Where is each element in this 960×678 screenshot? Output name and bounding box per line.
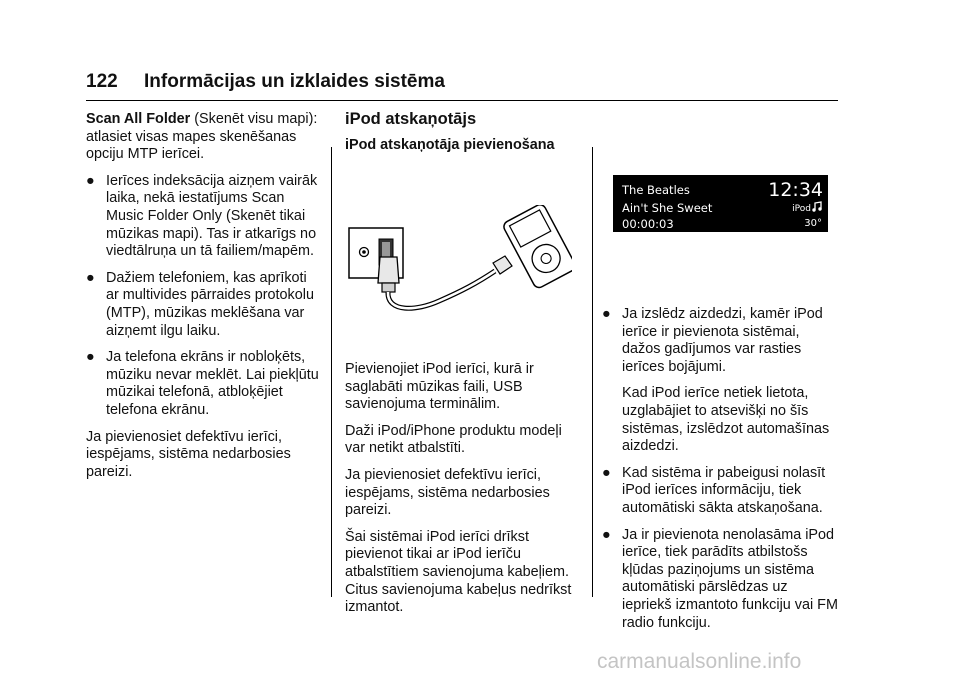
ipod-device-icon xyxy=(502,205,572,290)
bullet-icon: ● xyxy=(86,349,95,366)
bullet-icon: ● xyxy=(86,172,95,189)
song-title: Ain't She Sweet xyxy=(622,201,713,215)
paragraph: Daži iPod/iPhone produktu modeļi var netikt atbalstīti. xyxy=(345,422,562,457)
paragraph: Pievienojiet iPod ierīci, kurā ir saglabāti mūzikas faili, USB savienojuma terminālim. xyxy=(345,361,534,413)
bullet-icon: ● xyxy=(602,526,611,543)
page-number: 122 xyxy=(86,71,118,92)
list-item xyxy=(86,349,322,419)
column-1 xyxy=(86,111,322,490)
ipod-display-screen xyxy=(613,175,828,232)
list-item xyxy=(602,465,840,518)
bullet-text: Ja telefona ekrāns ir nobloķēts, mūziku nevar meklēt. Lai piekļūtu mūzikai telefonā, atbloķējiet telefona ekrānu. xyxy=(106,349,319,418)
bullet-icon: ● xyxy=(86,269,95,286)
section-heading: iPod atskaņotājs xyxy=(345,110,477,128)
column-divider-right xyxy=(592,147,593,597)
ipod-usb-connection-illustration xyxy=(347,205,572,315)
column-2-body xyxy=(345,361,585,626)
scan-all-folder-paragraph xyxy=(86,111,322,164)
artist-name: The Beatles xyxy=(622,183,690,197)
dock-plug-icon xyxy=(493,256,512,274)
bullet-icon: ● xyxy=(602,464,611,481)
bullet-text: Ierīces indeksācija aizņem vairāk laika, nekā iestatījums Scan Music Folder Only (Skenēt tikai mūzikas mapi). Tas ir atkarīgs no viedtālruņa un tā failiem/mapēm. xyxy=(106,172,318,260)
bullet-text: Kad sistēma ir pabeigusi nolasīt iPod ierīces informāciju, tiek automātiski sākta atskaņošana. xyxy=(622,464,826,516)
list-item xyxy=(86,270,322,340)
paragraph: Šai sistēmai iPod ierīci drīkst pievienot tikai ar iPod ierīču atbalstītiem savienojuma kabeļiem. Citus savienojuma kabeļus nedrīkst izmantot. xyxy=(345,528,572,616)
list-item xyxy=(602,527,840,633)
elapsed-time: 00:00:03 xyxy=(622,217,674,231)
list-item xyxy=(602,306,840,456)
scan-all-folder-description: (Skenēt visu mapi): atlasiet visas mapes skenēšanas opciju MTP ierīcei. xyxy=(86,111,318,163)
header-rule xyxy=(86,100,838,101)
temperature-readout: 30° xyxy=(804,218,822,229)
source-text: iPod xyxy=(792,204,811,214)
music-note-icon xyxy=(812,201,822,212)
source-label xyxy=(792,201,822,214)
bullet-subparagraph: Kad iPod ierīce netiek lietota, uzglabājiet to atsevišķi no šīs sistēmas, izslēdzot automašīnas aizdedzi. xyxy=(622,385,830,455)
usb-plug-icon xyxy=(378,257,399,283)
chapter-title: Informācijas un izklaides sistēma xyxy=(144,71,445,92)
scan-all-folder-term: Scan All Folder xyxy=(86,111,191,127)
clock-readout: 12:34 xyxy=(768,179,823,201)
column-3 xyxy=(602,306,840,641)
closing-paragraph: Ja pievienosiet defektīvu ierīci, iespējams, sistēma nedarbosies pareizi. xyxy=(86,428,291,480)
bullet-text: Ja ir pievienota nenolasāma iPod ierīce, tiek parādīts atbilstošs kļūdas paziņojums un sistēma automātiski pārslēdzas uz iepriekš izmantoto funkciju vai FM radio funkciju. xyxy=(622,526,838,631)
page-header xyxy=(86,71,838,101)
column-2 xyxy=(345,111,585,154)
bullet-text: Ja izslēdz aizdedzi, kamēr iPod ierīce ir pievienota sistēmai, dažos gadījumos var rasties ierīces bojājumi. xyxy=(622,306,823,375)
paragraph: Ja pievienosiet defektīvu ierīci, iespējams, sistēma nedarbosies pareizi. xyxy=(345,466,550,519)
watermark: carmanualsonline.info xyxy=(597,650,802,673)
bullet-text: Dažiem telefoniem, kas aprīkoti ar multivides pārraides protokolu (MTP), mūzikas meklēšana var aizņemt ilgu laiku. xyxy=(106,269,314,339)
section-subheading: iPod atskaņotāja pievienošana xyxy=(345,136,555,153)
bullet-icon: ● xyxy=(602,306,611,322)
column-divider-left xyxy=(331,147,332,597)
list-item xyxy=(86,173,322,261)
